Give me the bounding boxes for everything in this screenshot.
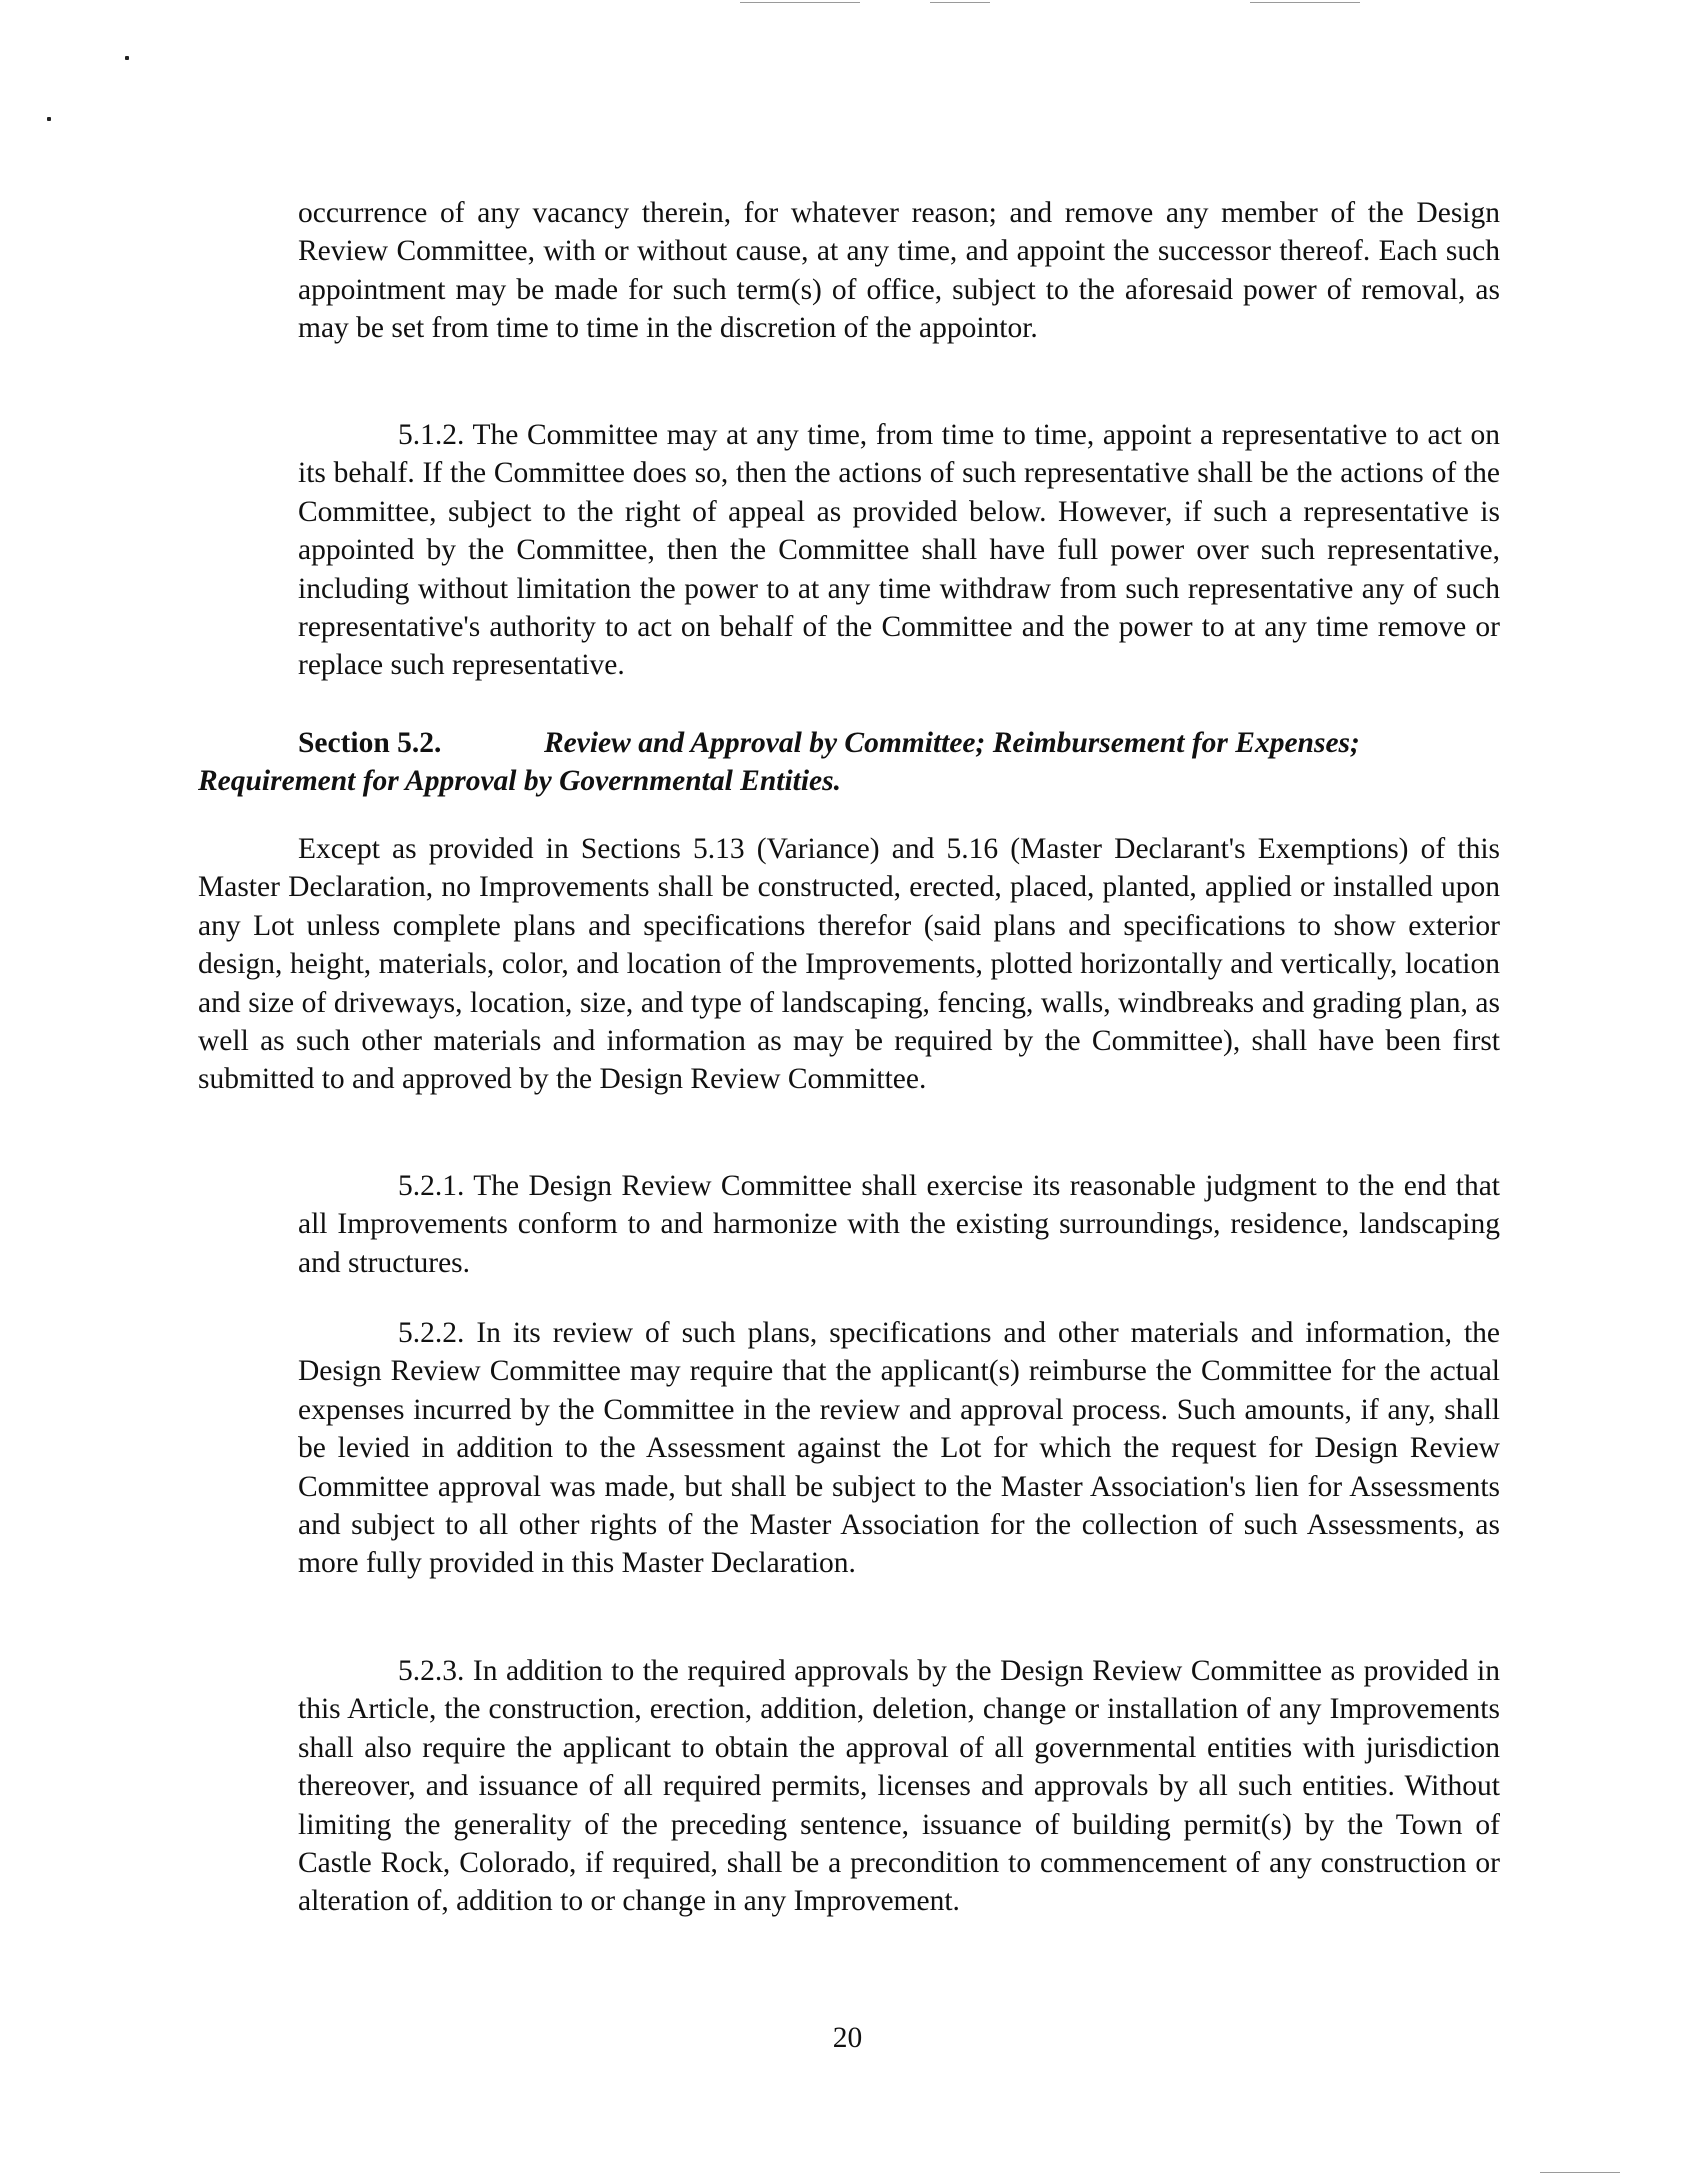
section-5-2-heading xyxy=(198,724,1500,801)
paragraph-5-2-1: 5.2.1. The Design Review Committee shall exercise its reasonable judgment to the end that all Improvements conform to and harmonize with the existing surroundings, residence, landscaping and structures. xyxy=(298,1170,1500,1279)
scan-speck-1 xyxy=(125,56,129,60)
scan-artifact-top-1 xyxy=(740,2,860,3)
scan-artifact-bottom-1 xyxy=(1540,2172,1620,2173)
paragraph-vacancy-continuation: occurrence of any vacancy therein, for whatever reason; and remove any member of the Design Review Committee, with or without cause, at any time, and appoint the successor thereof. Each such appointment may be made for such term(s) of office, subject to the aforesaid power of removal, as may be set from time to time in the discretion of the appointor. xyxy=(298,197,1500,345)
paragraph-5-2-main: Except as provided in Sections 5.13 (Variance) and 5.16 (Master Declarant's Exemptions) of this Master Declaration, no Improvements shall be constructed, erected, placed, planted, applied or installed upon any Lot unless complete plans and specifications therefor (said plans and specifications to show exterior design, height, materials, color, and location of the Improvements, plotted horizontally and vertically, location and size of driveways, location, size, and type of landscaping, fencing, walls, windbreaks and grading plan, as well as such other materials and information as may be required by the Committee), shall have been first submitted to and approved by the Design Review Committee. xyxy=(198,833,1500,1096)
page-number: 20 xyxy=(832,2022,863,2054)
section-title: Review and Approval by Committee; Reimbursement for Expenses; Requirement for Approval by Governmental Entities. xyxy=(198,727,1360,798)
scan-speck-2 xyxy=(47,117,51,121)
section-number: Section 5.2. xyxy=(298,727,442,759)
scan-artifact-top-3 xyxy=(1250,2,1360,3)
paragraph-5-2-2: 5.2.2. In its review of such plans, specifications and other materials and information, the Design Review Committee may require that the applicant(s) reimburse the Committee for the actual expenses incurred by the Committee in the review and approval process. Such amounts, if any, shall be levied in addition to the Assessment against the Lot for which the request for Design Review Committee approval was made, but shall be subject to the Master Association's lien for Assessments and subject to all other rights of the Master Association for the collection of such Assessments, as more fully provided in this Master Declaration. xyxy=(298,1317,1500,1580)
paragraph-5-1-2: 5.1.2. The Committee may at any time, from time to time, appoint a representative to act on its behalf. If the Committee does so, then the actions of such representative shall be the actions of the Committee, subject to the right of appeal as provided below. However, if such a representative is appointed by the Committee, then the Committee shall have full power over such representative, including without limitation the power to at any time withdraw from such representative any of such representative's authority to act on behalf of the Committee and the power to at any time remove or replace such representative. xyxy=(298,419,1500,682)
scan-artifact-top-2 xyxy=(930,2,990,3)
paragraph-5-2-3: 5.2.3. In addition to the required approvals by the Design Review Committee as provided in this Article, the construction, erection, addition, deletion, change or installation of any Improvements shall also require the applicant to obtain the approval of all governmental entities with jurisdiction thereover, and issuance of all required permits, licenses and approvals by all such entities. Without limiting the generality of the preceding sentence, issuance of building permit(s) by the Town of Castle Rock, Colorado, if required, shall be a precondition to commencement of any construction or alteration of, addition to or change in any Improvement. xyxy=(298,1655,1500,1918)
